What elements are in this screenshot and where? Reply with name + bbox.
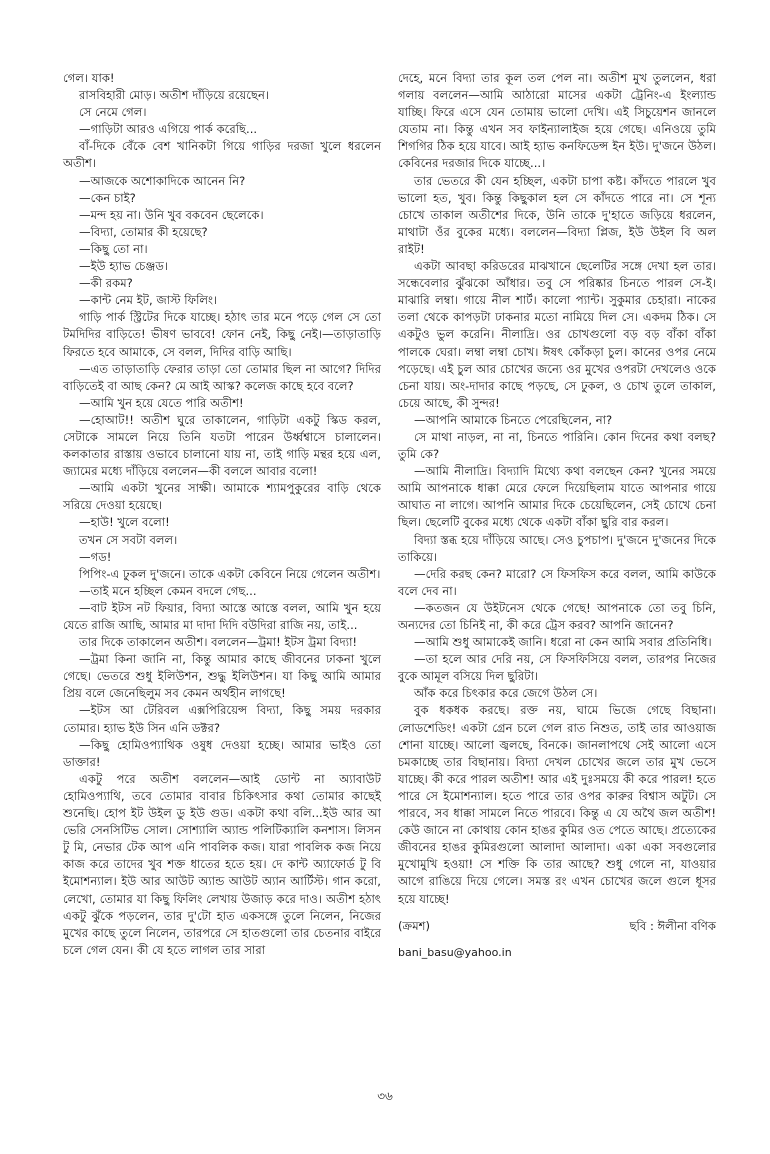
paragraph: —মন্দ হয় না। উনি খুব বকবেন ছেলেকে। xyxy=(79,207,264,222)
paragraph: রাসবিহারী মোড়। অতীশ দাঁড়িয়ে রয়েছেন। xyxy=(79,88,270,103)
paragraph: —ইটস আ টেরিবল এক্সপিরিয়েন্স বিদ্যা, কিছু সময় দরকার তোমার। হ্যাভ ইউ সিন এনি ডক্টর? xyxy=(63,703,381,735)
paragraph: —হোআট!! অতীশ ঘুরে তাকালেন, গাড়িটা একটু স্কিড করল, সেটাকে সামলে নিয়ে তিনি যতটা পারেন উর্ধ্বশ্বাসে চালালেন। কলকাতার রাস্তায় ওভাবে চালানো যায় না, তাই গাড়ি মন্থর হয়ে এল, জ্যামের মধ্যে দাঁড়িয়ে বললেন—কী বললে আবার বলো! xyxy=(63,412,381,479)
paragraph: —তাই মনে হচ্ছিল কেমন বদলে গেছ... xyxy=(79,583,257,598)
paragraph: —কান্ট নেম ইট, জাস্ট ফিলিং। xyxy=(79,293,218,308)
paragraph: —ট্রমা কিনা জানি না, কিন্তু আমার কাছে জীবনের ঢাকনা খুলে গেছে। ভেতরে শুধু ইলিউশন, শুদ্ধু ইলিউশন। যা কিছু আমি আমার প্রিয় বলে জেনেছিলুম সব কেমন অর্থহীন লাগছে! xyxy=(63,652,381,701)
paragraph: —আজকে অশোকাদিকে আনেন নি? xyxy=(79,173,246,188)
paragraph: —হাউ! খুলে বলো! xyxy=(79,515,170,530)
paragraph: গাড়ি পার্ক স্ট্রিটের দিকে যাচ্ছে। হঠাৎ তার মনে পড়ে গেল সে তো টমদিদির বাড়িতে! ভীষণ ভাববে! ফোন নেই, কিছু নেই।—তাড়াতাড়ি ফিরতে হবে আমাকে, সে বলল, দিদির বাড়ি আছি। xyxy=(63,310,381,359)
paragraph: —তা হলে আর দেরি নয়, সে ফিসফিসিয়ে বলল, তারপর নিজের বুকে আমূল বসিয়ে দিল ছুরিটা। xyxy=(398,652,716,684)
paragraph: —গড! xyxy=(79,549,112,564)
paragraph: সে মাথা নাড়ল, না না, চিনতে পারিনি। কোন দিনের কথা বলছ? তুমি কে? xyxy=(398,429,716,462)
paragraph: বাঁ-দিকে বেঁকে বেশ খানিকটা গিয়ে গাড়ির দরজা খুলে ধরলেন অতীশ। xyxy=(63,139,381,171)
right-paragraphs xyxy=(398,70,716,908)
paragraph: —দেরি করছ কেন? মারো? সে ফিসফিস করে বলল, আমি কাউকে বলে দেব না। xyxy=(398,566,716,598)
paragraph: একটা আবছা করিডরের মাঝখানে ছেলেটির সঙ্গে দেখা হল তার। সন্ধেবেলার ঝুঁঝকো আঁধার। তবু সে পরিষ্কার চিনতে পারল সে-ই। মাঝারি লম্বা। গায়ে নীল শার্ট। কালো প্যান্ট। সুকুমার চেহারা। নাকের তলা থেকে কাপড়টা ঢাকনার মতো নামিয়ে দিল সে। একদম ঠিক। সে একটুও ভুল করেনি। নীলাদ্রি। ওর চোখগুলো বড় বড় বাঁকা বাঁকা পালকে ঘেরা। লম্বা লম্বা চোখ। ঈষৎ কোঁকড়া চুল। কানের ওপর নেমে পড়েছে। এই চুল আর চোখের জন্যে ওর মুখের ওপরটা দেখলেও ওকে চেনা যায়। অং-দাদার কাছে পড়ছে, সে ঢুকল, ও চোখ তুলে তাকাল, চেয়ে আছে, কী সুন্দর! xyxy=(398,259,716,410)
continued-note: (ক্রমশ) xyxy=(398,918,431,933)
paragraph: —গাড়িটা আরও এগিয়ে পার্ক করেছি... xyxy=(79,122,258,137)
paragraph: —আমি একটা খুনের সাক্ষী। আমাকে শ্যামপুকুরের বাড়ি থেকে সরিয়ে দেওয়া হয়েছে। xyxy=(63,481,381,513)
paragraph: একটু পরে অতীশ বললেন—আই ডোন্ট না অ্যাবাউট হোমিওপ্যাথি, তবে তোমার বাবার চিকিৎসার কথা তোমার কাছেই শুনেছি। হোপ ইট উইল ডু ইউ গুড। একটা কথা বলি...ইউ আর আ ভেরি সেনসিটিভ সোল। সোশ্যালি অ্যান্ড পলিটিক্যালি কনশাস। লিসন টু মি, নেভার টেক আপ এনি পাবলিক কজ। যারা পাবলিক কজ নিয়ে কাজ করে তাদের খুব শক্ত ধাতের হতে হয়। দে কান্ট অ্যাফোর্ড টু বি ইমোশন্যাল। ইউ আর আউট অ্যান্ড আউট অ্যান আর্টিস্ট। গান করো, লেখো, তোমার যা কিছু ফিলিং লেখায় উজাড় করে দাও। অতীশ হঠাৎ একটু ঝুঁকে পড়লেন, তার দু'টো হাত একসঙ্গে তুলে নিলেন, নিজের মুখের কাছে তুলে নিলেন, তারপরে সে হাতগুলো তার চেতনার বাইরে চলে গেল যেন। কী যে হতে লাগল তার সারা xyxy=(63,771,381,957)
paragraph: গেল। যাক! xyxy=(63,71,115,85)
paragraph: —আমি নীলাদ্রি। বিদ্যাদি মিথ্যে কথা বলছেন কেন? খুনের সময়ে আমি আপনাকে ধাক্কা মেরে ফেলে দিয়েছিলাম যাতে আপনার গায়ে আঘাত না লাগে। আপনি আমার দিকে চেয়েছিলেন, সেই চোখে চেনা ছিল। ছেলেটি বুকের মধ্যে থেকে একটা বাঁকা ছুরি বার করল। xyxy=(398,464,716,530)
paragraph: —কিছু তো না। xyxy=(79,241,148,256)
paragraph: —বাট ইটস নট ফিয়ার, বিদ্যা আস্তে আস্তে বলল, আমি খুন হয়ে যেতে রাজি আছি, আমার মা দাদা দিদি বউদিরা রাজি নয়, তাই... xyxy=(63,600,381,632)
credit-row xyxy=(398,918,716,938)
left-column xyxy=(63,70,381,959)
page-number: ৩৬ xyxy=(377,1089,393,1103)
paragraph: তার দিকে তাকালেন অতীশ। বললেন—ট্রমা! ইটস ট্রমা বিদ্যা! xyxy=(79,635,358,650)
paragraph: পিপিং-এ ঢুকল দু'জনে। তাকে একটা কেবিনে নিয়ে গেলেন অতীশ। xyxy=(79,566,381,581)
paragraph: বিদ্যা স্তব্ধ হয়ে দাঁড়িয়ে আছে। সেও চুপচাপ। দু'জনে দু'জনের দিকে তাকিয়ে। xyxy=(398,532,716,564)
right-column xyxy=(398,70,716,961)
paragraph: বুক ধকধক করছে। রক্ত নয়, ঘামে ভিজে গেছে বিছানা। লোডশেডিং! একটা গ্রেন চলে গেল রাত নিশুত, তাই তার আওয়াজ শোনা যাচ্ছে। আলো জ্বলছে, বিনকে। জানলাপথে সেই আলো এসে চমকাচ্ছে তার বিছানায়। বিদ্যা দেখল চোখের জলে তার মুখ ভেসে যাচ্ছে। কী করে পারল অতীশ! আর এই দুঃসময়ে কী করে পারল! হতে পারে সে ইমোশন্যাল। হতে পারে তার ওপর কারুর বিশ্বাস অটুট। সে পারবে, সব ধাক্কা সামলে নিতে পারবে। কিন্তু এ যে অথৈ জল অতীশ! কেউ জানে না কোথায় কোন হাঙর কুমির ওত পেতে আছে। প্রত্যেকের জীবনের হাঙর কুমিরগুলো আলাদা আলাদা। একা একা সবগুলোর মুখোমুখি হওয়া! সে শক্তি কি তার আছে? শুধু গেলে না, যাওয়ার আগে রাঙিয়ে দিয়ে গেলে। সমস্ত রং এখন চোখের জলে গুলে ধূসর হয়ে যাচ্ছে! xyxy=(398,703,716,906)
paragraph: —এত তাড়াতাড়ি ফেরার তাড়া তো তোমার ছিল না আগে? দিদির বাড়িতেই বা আছ কেন? মে আই আস্ক? কলেজ কাছে হবে বলে? xyxy=(63,361,381,393)
paragraph: —ইউ হ্যাভ চেঞ্জড। xyxy=(79,259,169,274)
paragraph: —কতজন যে উইটনেস থেকে গেছে! আপনাকে তো তবু চিনি, অন্যদের তো চিনিই না, কী করে ট্রেস করব? আপনি জানেন? xyxy=(398,600,716,632)
paragraph: সে নেমে গেল। xyxy=(79,105,147,120)
author-email[interactable]: bani_basu@yahoo.in xyxy=(398,945,512,959)
paragraph: —আপনি আমাকে চিনতে পেরেছিলেন, না? xyxy=(414,412,613,427)
paragraph: তখন সে সবটা বলল। xyxy=(79,532,178,547)
paragraph: —কী রকম? xyxy=(79,276,133,291)
paragraph: —বিদ্যা, তোমার কী হয়েছে? xyxy=(79,224,208,239)
paragraph: —আমি শুধু আমাকেই জানি। ধরো না কেন আমি সবার প্রতিনিধি। xyxy=(414,635,712,650)
photo-credit: ছবি : ঈলীনা বণিক xyxy=(629,918,716,933)
paragraph: —কিছু হোমিওপ্যাথিক ওষুধ দেওয়া হচ্ছে। আমার ভাইও তো ডাক্তার! xyxy=(63,737,381,769)
paragraph: —কেন চাই? xyxy=(79,190,136,205)
paragraph: আঁক করে চিৎকার করে জেগে উঠল সে। xyxy=(414,686,598,701)
paragraph: —আমি খুন হয়ে যেতে পারি অতীশ! xyxy=(79,395,244,410)
paragraph: দেহে, মনে বিদ্যা তার কূল তল পেল না। অতীশ মুখ তুললেন, ধরা গলায় বললেন—আমি আঠারো মাসের একটা ট্রেনিং-এ ইংল্যান্ড যাচ্ছি। ফিরে এসে যেন তোমায় ভালো দেখি। এই সিচুয়েশন জানলে যেতাম না। কিন্তু এখন সব ফাইন্যালাইজ হয়ে গেছে। এনিওয়ে তুমি শিগগির ঠিক হয়ে যাবে। আই হ্যাভ কনফিডেন্স ইন ইউ। দু'জনে উঠল। কেবিনের দরজার দিকে যাচ্ছে...। xyxy=(398,71,716,171)
paragraph: তার ভেতরে কী যেন হচ্ছিল, একটা চাপা কষ্ট। কাঁদতে পারলে খুব ভালো হত, খুব। কিন্তু কিছুকাল হল সে কাঁদতে পারে না। সে শূন্য চোখে তাকাল অতীশের দিকে, উনি তাকে দু'হাতে জড়িয়ে ধরলেন, মাথাটা ওঁর বুকের মধ্যে। বললেন—বিদ্যা প্লিজ, ইউ উইল বি অল রাইট! xyxy=(398,173,716,256)
